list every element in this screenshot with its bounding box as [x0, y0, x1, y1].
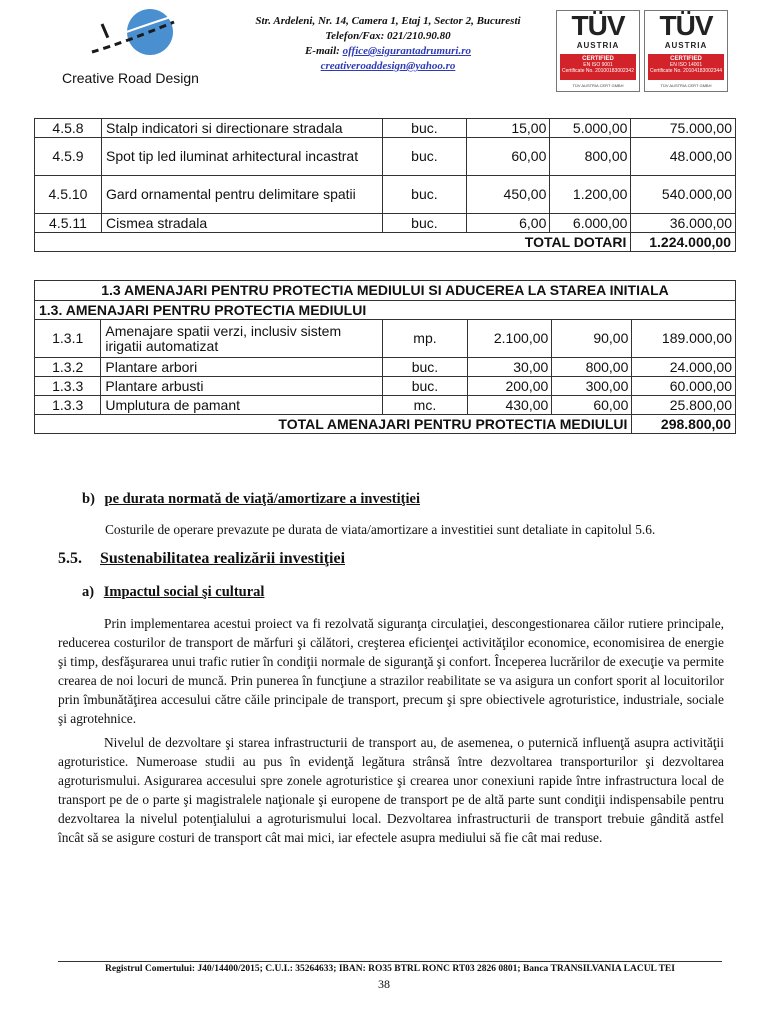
paragraph-2: Nivelul de dezvoltare şi starea infrastructurii de transport au, de asemenea, o puternică influenţă asupra activităţii agroturistice. Numeroase studii au pus în evidenţă legătura strânsă între dezvoltarea transporturilor şi dezvoltarea agroturismului. Asigurarea accesului spre zonele agroturistice şi crearea unor conexiuni rapide între infrastructura local de transport pe de o parte şi magistralele naţionale şi europene de transport pe de altă parte sunt condiţii indispensabile pentru dezvoltarea la nivelul potenţialului a agroturismului local. Dezvoltarea infrastructurii de transport trebuie gândită astfel încât să se asigure costuri de transport cât mai mici, iar efectele asupra mediului să fie cât mai reduse. [58, 735, 724, 845]
table-row [35, 176, 736, 214]
email-link-2[interactable]: creativeroaddesign@yahoo.ro [320, 60, 456, 72]
company-logo [58, 8, 228, 92]
table-title-row [35, 281, 736, 301]
tuv-status: CERTIFIED [670, 56, 702, 62]
item-quantity: 450,00 [466, 176, 550, 214]
item-code: 4.5.11 [35, 214, 102, 233]
item-description: Gard ornamental pentru delimitare spatii [101, 176, 382, 214]
item-unit-price: 300,00 [552, 377, 632, 396]
tuv-number: Certificate No. 20100183002342 [562, 68, 634, 74]
tuv-standard: EN ISO 9001 [583, 62, 613, 68]
item-value: 189.000,00 [632, 320, 736, 358]
item-unit-price: 1.200,00 [550, 176, 631, 214]
dotari-table [34, 118, 736, 252]
item-code: 4.5.8 [35, 119, 102, 138]
item-quantity: 60,00 [466, 138, 550, 176]
tuv-footer: TÜV AUSTRIA CERT GMBH [572, 83, 624, 88]
item-unit: buc. [382, 119, 466, 138]
road-logo-icon [90, 8, 182, 70]
email-label: E-mail: [304, 45, 340, 57]
item-unit: buc. [383, 358, 467, 377]
table-row [35, 320, 736, 358]
tuv-certificate-badge-1 [556, 10, 640, 92]
item-description: Stalp indicatori si directionare stradala [101, 119, 382, 138]
section-a-heading [82, 584, 264, 601]
item-unit: mc. [383, 396, 467, 415]
section-55-title: Sustenabilitatea realizării investiţiei [100, 550, 346, 567]
item-unit: buc. [382, 176, 466, 214]
email-line [232, 44, 544, 59]
section-a-marker: a) [82, 584, 95, 600]
tuv-red-band [648, 54, 724, 80]
item-description: Cismea stradala [101, 214, 382, 233]
item-value: 60.000,00 [632, 377, 736, 396]
item-code: 4.5.9 [35, 138, 102, 176]
item-quantity: 430,00 [467, 396, 552, 415]
item-unit-price: 90,00 [552, 320, 632, 358]
item-value: 25.800,00 [632, 396, 736, 415]
item-description: Umplutura de pamant [101, 396, 383, 415]
table-row [35, 119, 736, 138]
item-unit: buc. [382, 138, 466, 176]
item-quantity: 2.100,00 [467, 320, 552, 358]
total-label: TOTAL AMENAJARI PENTRU PROTECTIA MEDIULUI [35, 415, 632, 434]
tuv-country: AUSTRIA [664, 41, 708, 50]
email-link[interactable]: office@sigurantadrumuri.ro [342, 45, 472, 57]
table-row [35, 358, 736, 377]
page-number: 38 [378, 977, 390, 991]
item-unit-price: 60,00 [552, 396, 632, 415]
item-unit: buc. [383, 377, 467, 396]
item-code: 1.3.1 [35, 320, 101, 358]
item-quantity: 200,00 [467, 377, 552, 396]
item-unit-price: 5.000,00 [550, 119, 631, 138]
table-row [35, 214, 736, 233]
item-unit: buc. [382, 214, 466, 233]
item-code: 1.3.3 [35, 396, 101, 415]
item-description: Plantare arbori [101, 358, 383, 377]
amenajari-table [34, 280, 736, 434]
item-unit-price: 6.000,00 [550, 214, 631, 233]
paragraph-1: Prin implementarea acestui proiect va fi rezolvată siguranţa circulaţiei, descongestionarea căilor rutiere principale, reducerea costurilor de transport de mărfuri şi călători, creşterea eficienţei activităţilor economice, economisirea de energie şi timp, desfăşurarea unui trafic rutier în condiţii normale de siguranţă şi confort. Începerea lucrărilor de execuţie va permite crearea de noi locuri de muncă. Prin punerea în funcţiune a strazilor reabilitate se va asigura un confort sporit al locuitorilor prin îmbunătăţirea accesului către căile principale de transport, precum şi spre obiectivele agroturistice, industriale, sociale şi agrotehnice. [58, 616, 724, 726]
section-b-text: Costurile de operare prevazute pe durata de viata/amortizare a investitiei sunt detaliate in capitolul 5.6. [105, 522, 656, 537]
tuv-country: AUSTRIA [576, 41, 620, 50]
tuv-red-band [560, 54, 636, 80]
item-code: 1.3.2 [35, 358, 101, 377]
total-value: 1.224.000,00 [631, 233, 736, 252]
item-description: Amenajare spatii verzi, inclusiv sistem irigatii automatizat [101, 320, 383, 358]
tuv-brand: TÜV [659, 10, 713, 41]
total-row [35, 415, 736, 434]
section-55-heading [58, 550, 345, 568]
section-55-number: 5.5. [58, 550, 82, 567]
contact-block [232, 14, 544, 74]
section-b-marker: b) [82, 491, 95, 507]
total-label: TOTAL DOTARI [35, 233, 631, 252]
company-phone: Telefon/Fax: 021/210.90.80 [325, 30, 451, 42]
company-name: Creative Road Design [62, 70, 199, 86]
tuv-brand: TÜV [571, 10, 625, 41]
item-description: Spot tip led iluminat arhitectural incastrat [101, 138, 382, 176]
table-subtitle-row [35, 301, 736, 320]
item-value: 36.000,00 [631, 214, 736, 233]
tuv-footer: TÜV AUSTRIA CERT GMBH [660, 83, 712, 88]
item-code: 4.5.10 [35, 176, 102, 214]
item-quantity: 30,00 [467, 358, 552, 377]
item-quantity: 15,00 [466, 119, 550, 138]
section-b-title: pe durata normată de viaţă/amortizare a investiţiei [104, 491, 420, 507]
company-address: Str. Ardeleni, Nr. 14, Camera 1, Etaj 1, Sector 2, Bucuresti [255, 15, 521, 27]
item-value: 24.000,00 [632, 358, 736, 377]
tuv-status: CERTIFIED [582, 56, 614, 62]
item-value: 48.000,00 [631, 138, 736, 176]
table-subtitle: 1.3. AMENAJARI PENTRU PROTECTIA MEDIULUI [35, 301, 736, 320]
item-value: 540.000,00 [631, 176, 736, 214]
item-unit-price: 800,00 [552, 358, 632, 377]
tuv-number: Certificate No. 20104183002344 [650, 68, 722, 74]
item-unit: mp. [383, 320, 467, 358]
total-row [35, 233, 736, 252]
section-b-heading [82, 491, 420, 508]
footer-divider [58, 961, 722, 962]
tuv-standard: EN ISO 14001 [669, 62, 703, 68]
item-quantity: 6,00 [466, 214, 550, 233]
section-a-title: Impactul social şi cultural [103, 584, 265, 600]
table-row [35, 396, 736, 415]
item-value: 75.000,00 [631, 119, 736, 138]
total-value: 298.800,00 [632, 415, 736, 434]
table-row [35, 138, 736, 176]
item-unit-price: 800,00 [550, 138, 631, 176]
footer-registry: Registrul Comertului: J40/14400/2015; C.U.I.: 35264633; IBAN: RO35 BTRL RONC RT03 2826 0801; Banca TRANSILVANIA LACUL TEI [105, 964, 675, 974]
table-title: 1.3 AMENAJARI PENTRU PROTECTIA MEDIULUI SI ADUCEREA LA STAREA INITIALA [35, 281, 736, 301]
table-row [35, 377, 736, 396]
item-code: 1.3.3 [35, 377, 101, 396]
tuv-certificate-badge-2 [644, 10, 728, 92]
item-description: Plantare arbusti [101, 377, 383, 396]
